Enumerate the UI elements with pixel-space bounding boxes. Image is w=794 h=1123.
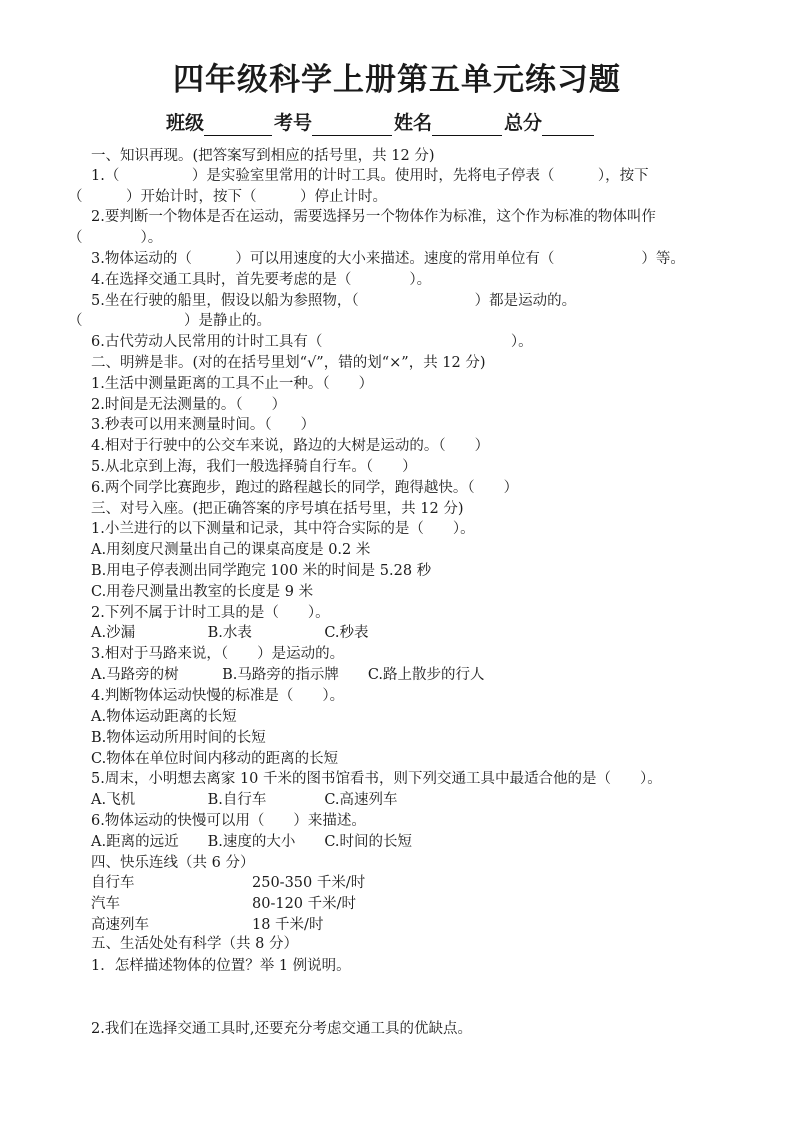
section-5-question-2: 2.我们在选择交通工具时,还要充分考虑交通工具的优缺点。 xyxy=(91,1021,472,1037)
exam-line: 四、快乐连线（共 6 分） xyxy=(91,855,255,871)
match-left-1: 自行车 xyxy=(91,875,135,891)
match-right-3: 18 千米/时 xyxy=(252,917,324,933)
exam-line: 6.古代劳动人民常用的计时工具有（ ）。 xyxy=(91,334,533,350)
exam-line: 4.在选择交通工具时，首先要考虑的是（ ）。 xyxy=(91,272,432,288)
exam-line: A.用刻度尺测量出自己的课桌高度是 0.2 米 xyxy=(91,542,371,558)
exam-number-blank xyxy=(312,115,392,136)
exam-line: A.飞机 B.自行车 C.高速列车 xyxy=(91,792,398,808)
exam-line: 1.生活中测量距离的工具不止一种。（ ） xyxy=(91,376,374,392)
match-left-2: 汽车 xyxy=(91,896,120,912)
exam-line: 3.相对于马路来说，（ ）是运动的。 xyxy=(91,646,345,662)
exam-line: A.沙漏 B.水表 C.秒表 xyxy=(91,625,369,641)
page-title: 四年级科学上册第五单元练习题 xyxy=(173,62,621,98)
exam-line: A.马路旁的树 B.马路旁的指示牌 C.路上散步的行人 xyxy=(91,667,485,683)
match-right-1: 250-350 千米/时 xyxy=(252,875,366,891)
class-label: 班级 xyxy=(166,112,205,134)
name-blank xyxy=(432,115,502,136)
exam-line: （ ）是静止的。 xyxy=(68,313,271,329)
exam-line: 一、知识再现。(把答案写到相应的括号里，共 12 分) xyxy=(91,148,435,164)
exam-line: 1.（ ）是实验室里常用的计时工具。使用时，先将电子停表（ ），按下 xyxy=(91,168,649,184)
exam-line: （ ）开始计时，按下（ ）停止计时。 xyxy=(68,189,387,205)
match-left-3: 高速列车 xyxy=(91,917,149,933)
exam-line: 三、对号入座。(把正确答案的序号填在括号里，共 12 分) xyxy=(91,501,464,517)
exam-line: 1.小兰进行的以下测量和记录，其中符合实际的是（ ）。 xyxy=(91,521,475,537)
student-info-row xyxy=(166,110,596,136)
exam-line: 2.时间是无法测量的。（ ） xyxy=(91,397,287,413)
exam-line: 4.相对于行驶中的公交车来说，路边的大树是运动的。（ ） xyxy=(91,438,490,454)
exam-line: 2.要判断一个物体是否在运动，需要选择另一个物体作为标准，这个作为标准的物体叫作 xyxy=(91,209,656,225)
exam-line: A.物体运动距离的长短 xyxy=(91,709,237,725)
exam-line: B.物体运动所用时间的长短 xyxy=(91,730,266,746)
exam-line: 3.秒表可以用来测量时间。（ ） xyxy=(91,417,316,433)
section-5-question-1: 1．怎样描述物体的位置？举 1 例说明。 xyxy=(91,958,351,974)
exam-line: 2.下列不属于计时工具的是（ ）。 xyxy=(91,605,330,621)
exam-line: 5.坐在行驶的船里，假设以船为参照物，（ ）都是运动的。 xyxy=(91,293,577,309)
exam-line: 5.从北京到上海，我们一般选择骑自行车。（ ） xyxy=(91,459,417,475)
total-score-blank xyxy=(542,115,594,136)
class-blank xyxy=(204,115,272,136)
total-score-label: 总分 xyxy=(504,112,543,134)
exam-line: 4.判断物体运动快慢的标准是（ ）。 xyxy=(91,688,345,704)
exam-number-label: 考号 xyxy=(274,112,313,134)
exam-line: 二、明辨是非。(对的在括号里划“√”，错的划“×”，共 12 分) xyxy=(91,355,486,371)
exam-line: 5.周末，小明想去离家 10 千米的图书馆看书，则下列交通工具中最适合他的是（ ）。 xyxy=(91,771,662,787)
exam-line: 6.物体运动的快慢可以用（ ）来描述。 xyxy=(91,813,366,829)
section-5-heading: 五、生活处处有科学（共 8 分） xyxy=(91,936,298,952)
match-right-2: 80-120 千米/时 xyxy=(252,896,357,912)
exam-line: C.物体在单位时间内移动的距离的长短 xyxy=(91,751,339,767)
exam-line: B.用电子停表测出同学跑完 100 米的时间是 5.28 秒 xyxy=(91,563,432,579)
exam-line: （ ）。 xyxy=(68,230,163,246)
exam-line: 3.物体运动的（ ）可以用速度的大小来描述。速度的常用单位有（ ）等。 xyxy=(91,251,685,267)
exam-line: 6.两个同学比赛跑步，跑过的路程越长的同学，跑得越快。（ ） xyxy=(91,480,519,496)
name-label: 姓名 xyxy=(394,112,433,134)
exam-line: C.用卷尺测量出教室的长度是 9 米 xyxy=(91,584,314,600)
exam-line: A.距离的远近 B.速度的大小 C.时间的长短 xyxy=(91,834,413,850)
